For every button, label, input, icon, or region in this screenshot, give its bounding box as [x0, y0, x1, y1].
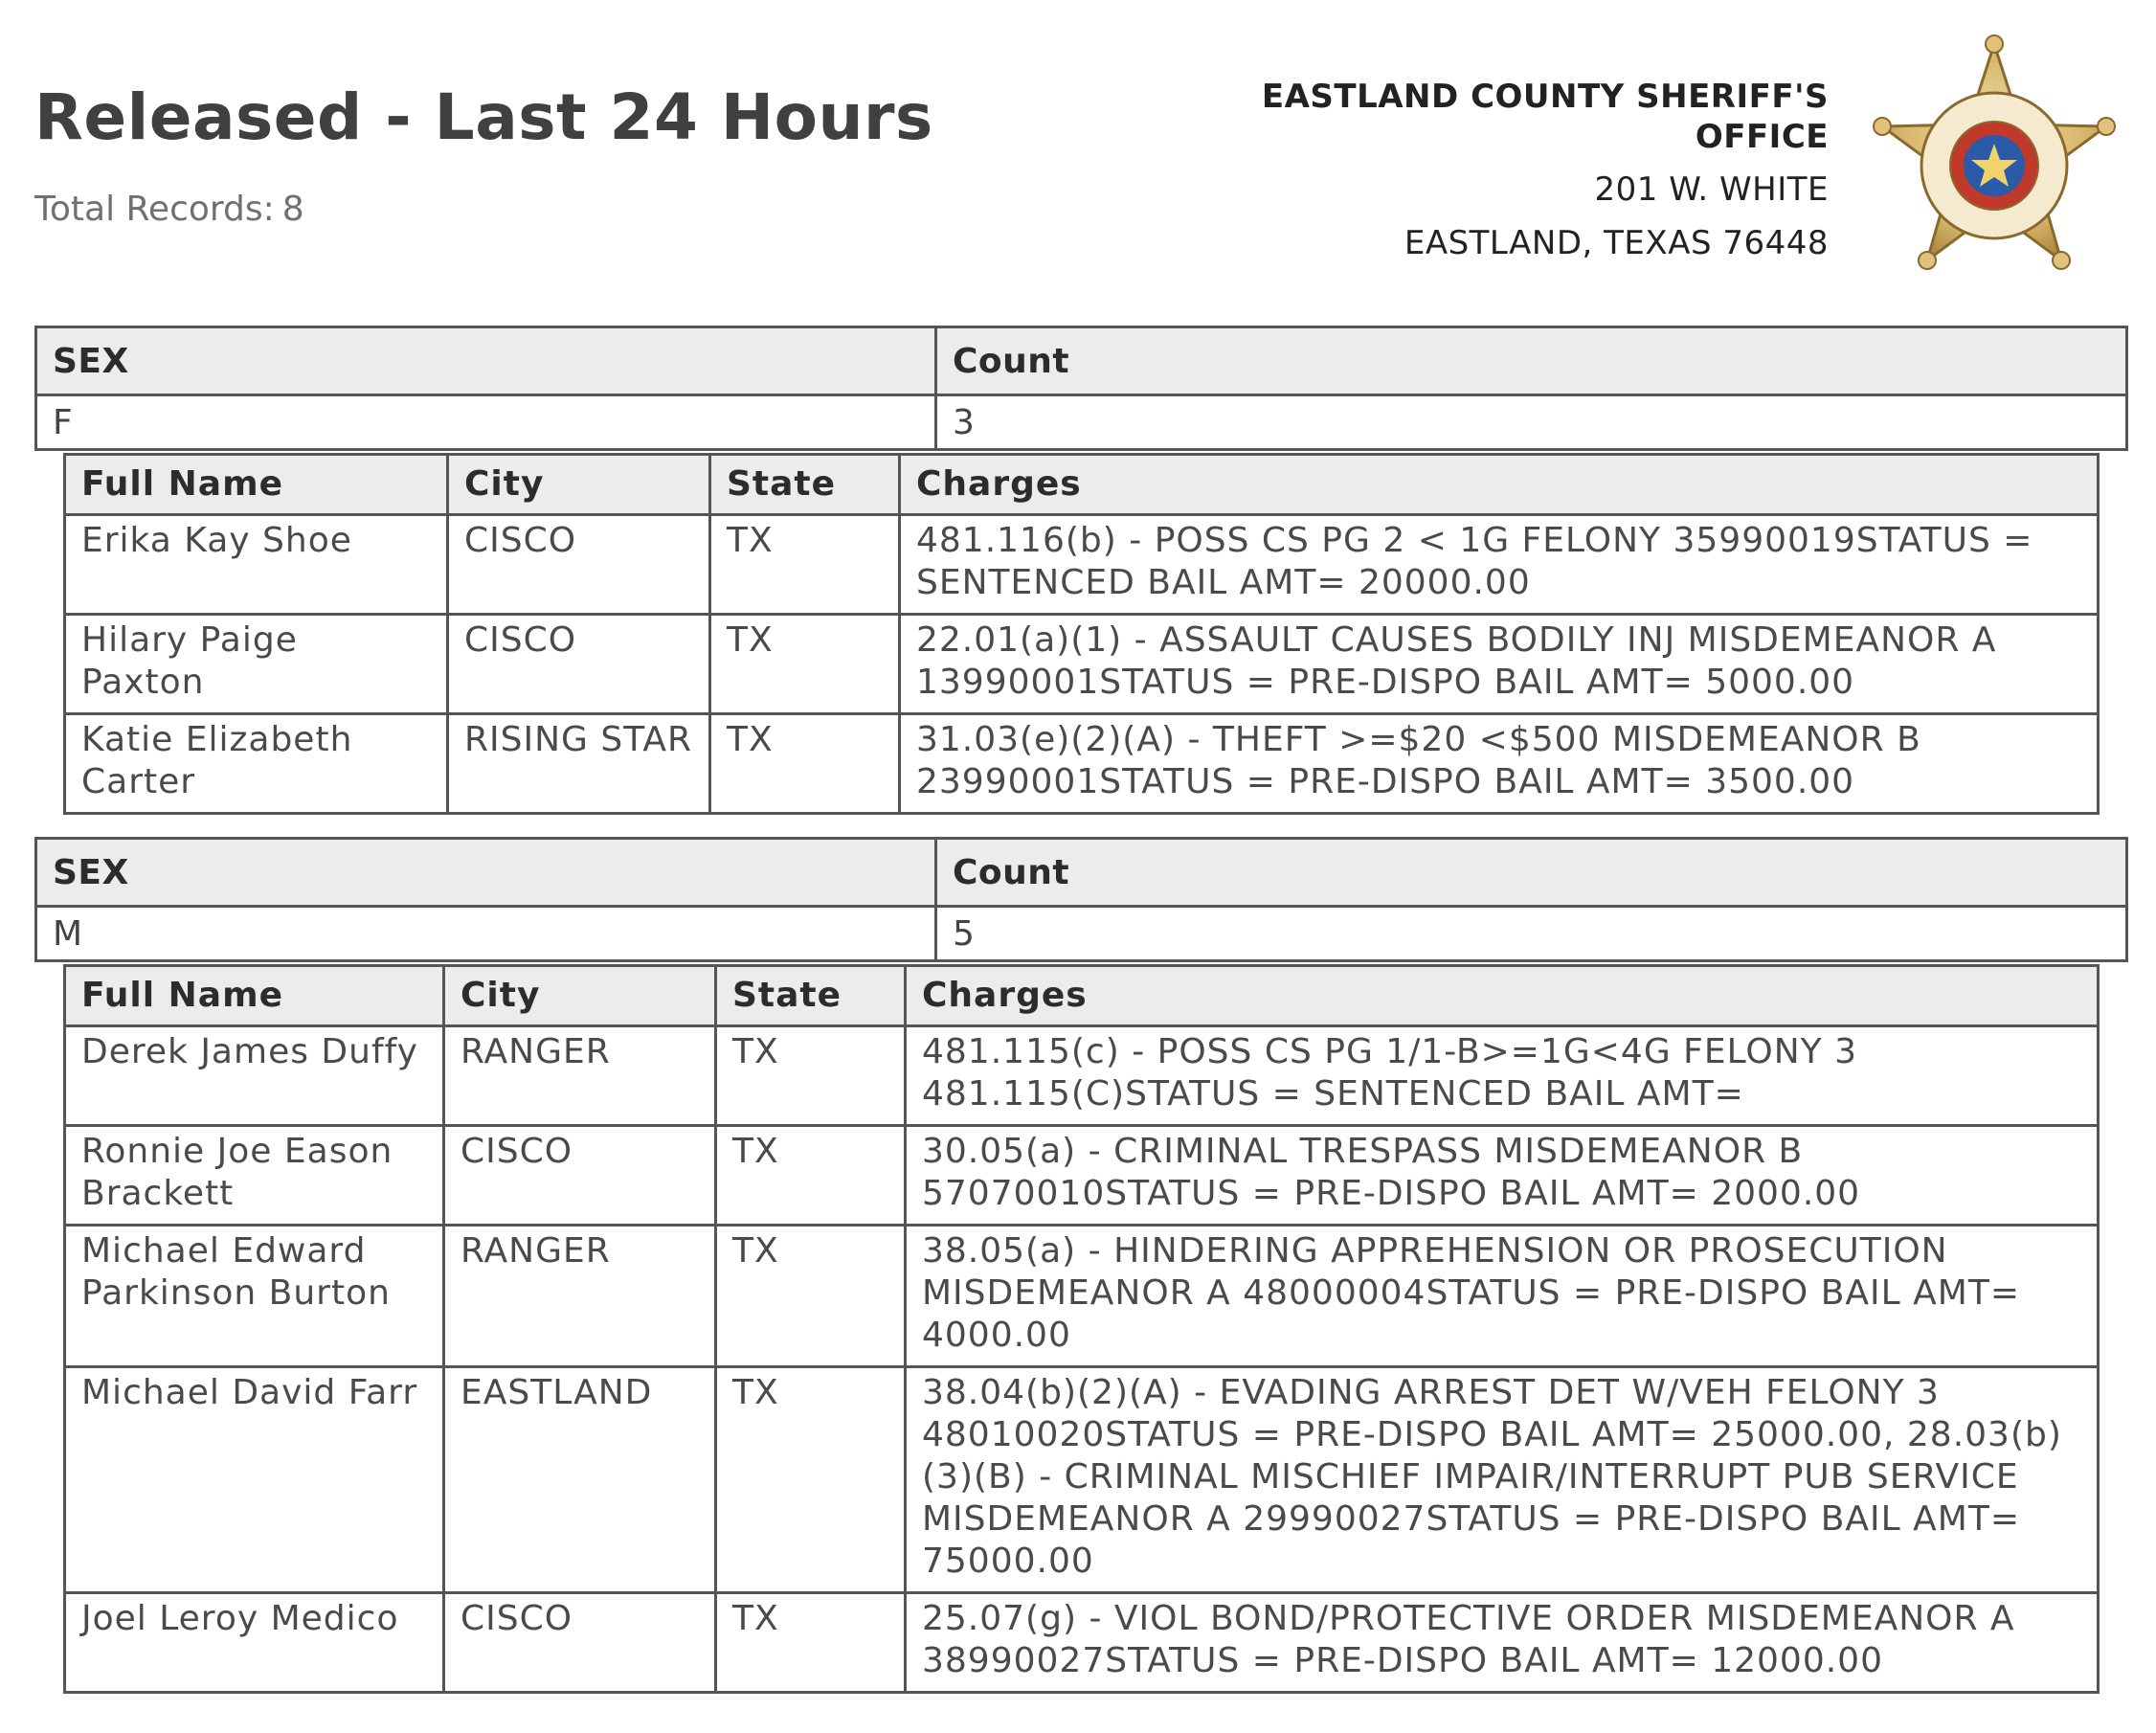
agency-info	[1101, 77, 1829, 264]
charges-cell: 38.04(b)(2)(A) - EVADING ARREST DET W/VEH FELONY 3 48010020STATUS = PRE-DISPO BAIL AMT= 25000.00, 28.03(b)(3)(B) - CRIMINAL MISCHIEF IMPAIR/INTERRUPT PUB SERVICE MISDEMEANOR A 29990027STATUS = PRE-DISPO BAIL AMT= 75000.00	[906, 1367, 2099, 1593]
full-name-cell: Hilary Paige Paxton	[65, 615, 448, 714]
records-table-f	[63, 453, 2100, 815]
table-row	[65, 615, 2099, 714]
table-row	[65, 1126, 2099, 1226]
full-name-cell: Joel Leroy Medico	[65, 1593, 444, 1693]
state-cell: TX	[716, 1367, 906, 1593]
sex-value: M	[36, 907, 936, 961]
state-cell: TX	[716, 1026, 906, 1126]
state-column-header: State	[710, 455, 900, 515]
table-row	[65, 1226, 2099, 1367]
state-cell: TX	[710, 515, 900, 615]
state-cell: TX	[716, 1226, 906, 1367]
charges-column-header: Charges	[906, 966, 2099, 1026]
full-name-cell: Ronnie Joe Eason Brackett	[65, 1126, 444, 1226]
state-column-header: State	[716, 966, 906, 1026]
charges-cell: 30.05(a) - CRIMINAL TRESPASS MISDEMEANOR B 57070010STATUS = PRE-DISPO BAIL AMT= 2000.00	[906, 1126, 2099, 1226]
charges-column-header: Charges	[900, 455, 2099, 515]
full-name-cell: Derek James Duffy	[65, 1026, 444, 1126]
agency-name-line2: OFFICE	[1695, 118, 1829, 156]
city-cell: CISCO	[448, 515, 710, 615]
city-cell: EASTLAND	[444, 1367, 716, 1593]
total-records-label: Total Records:	[34, 190, 275, 229]
sex-column-header: SEX	[36, 839, 936, 907]
count-value: 5	[936, 907, 2127, 961]
sex-summary-table-f	[34, 326, 2128, 451]
state-cell: TX	[716, 1126, 906, 1226]
table-row	[65, 714, 2099, 814]
sex-summary-table-m	[34, 837, 2128, 962]
city-column-header: City	[448, 455, 710, 515]
table-row	[65, 1367, 2099, 1593]
count-column-header: Count	[936, 327, 2127, 395]
charges-cell: 22.01(a)(1) - ASSAULT CAUSES BODILY INJ MISDEMEANOR A 13990001STATUS = PRE-DISPO BAIL AMT= 5000.00	[900, 615, 2099, 714]
city-cell: CISCO	[444, 1126, 716, 1226]
full-name-cell: Katie Elizabeth Carter	[65, 714, 448, 814]
charges-cell: 31.03(e)(2)(A) - THEFT >=$20 <$500 MISDEMEANOR B 23990001STATUS = PRE-DISPO BAIL AMT= 3500.00	[900, 714, 2099, 814]
sex-column-header: SEX	[36, 327, 936, 395]
state-cell: TX	[710, 714, 900, 814]
count-value: 3	[936, 395, 2127, 450]
records-table-m	[63, 964, 2100, 1694]
table-row	[65, 1026, 2099, 1126]
charges-cell: 481.116(b) - POSS CS PG 2 < 1G FELONY 35990019STATUS = SENTENCED BAIL AMT= 20000.00	[900, 515, 2099, 615]
full-name-cell: Michael Edward Parkinson Burton	[65, 1226, 444, 1367]
city-cell: CISCO	[448, 615, 710, 714]
charges-cell: 481.115(c) - POSS CS PG 1/1-B>=1G<4G FELONY 3 481.115(C)STATUS = SENTENCED BAIL AMT=	[906, 1026, 2099, 1126]
city-cell: CISCO	[444, 1593, 716, 1693]
full-name-cell: Michael David Farr	[65, 1367, 444, 1593]
agency-address-city: EASTLAND, TEXAS 76448	[1404, 224, 1829, 262]
state-cell: TX	[716, 1593, 906, 1693]
agency-address-street: 201 W. WHITE	[1594, 170, 1829, 209]
page-title: Released - Last 24 Hours	[34, 80, 933, 154]
city-cell: RISING STAR	[448, 714, 710, 814]
city-cell: RANGER	[444, 1026, 716, 1126]
total-records-value: 8	[281, 190, 304, 229]
sex-value: F	[36, 395, 936, 450]
city-cell: RANGER	[444, 1226, 716, 1367]
full-name-column-header: Full Name	[65, 966, 444, 1026]
full-name-cell: Erika Kay Shoe	[65, 515, 448, 615]
count-column-header: Count	[936, 839, 2127, 907]
charges-cell: 25.07(g) - VIOL BOND/PROTECTIVE ORDER MISDEMEANOR A 38990027STATUS = PRE-DISPO BAIL AMT= 12000.00	[906, 1593, 2099, 1693]
charges-cell: 38.05(a) - HINDERING APPREHENSION OR PROSECUTION MISDEMEANOR A 48000004STATUS = PRE-DISPO BAIL AMT= 4000.00	[906, 1226, 2099, 1367]
agency-name-line1: EASTLAND COUNTY SHERIFF'S	[1261, 78, 1829, 116]
city-column-header: City	[444, 966, 716, 1026]
full-name-column-header: Full Name	[65, 455, 448, 515]
table-row	[65, 515, 2099, 615]
total-records	[34, 190, 304, 229]
table-row	[65, 1593, 2099, 1693]
state-cell: TX	[710, 615, 900, 714]
sheriff-star-badge-icon	[1855, 27, 2133, 295]
